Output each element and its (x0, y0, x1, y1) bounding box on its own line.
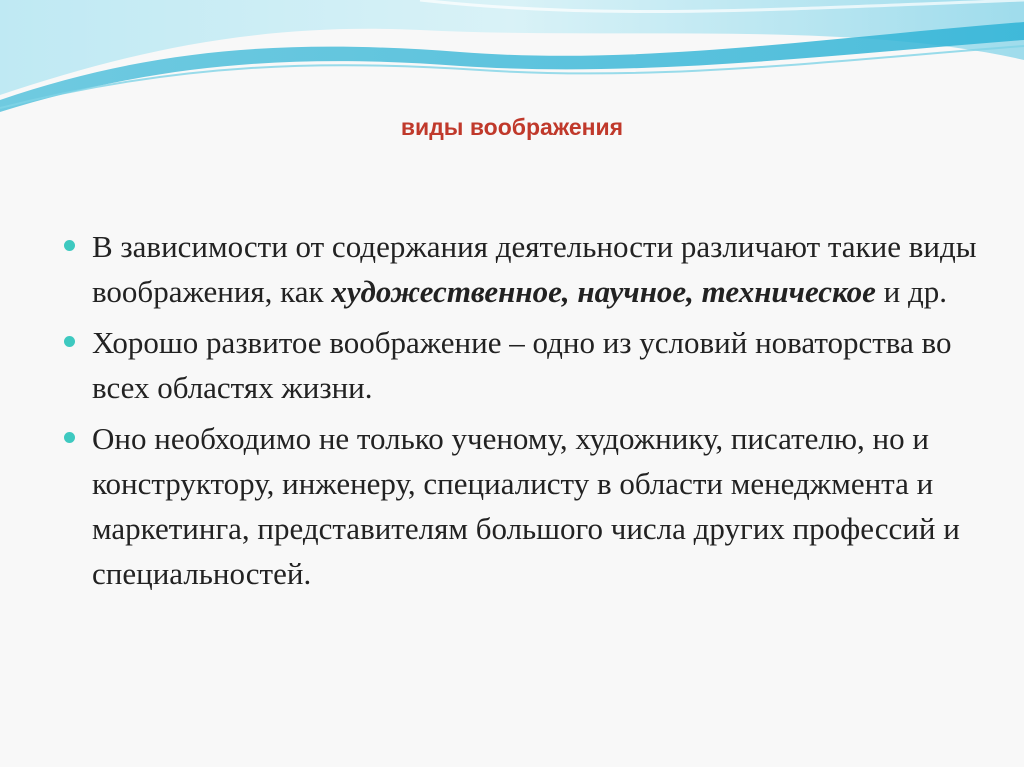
bullet-dot-icon (64, 240, 75, 251)
bullet-item (60, 224, 980, 314)
bullet-list (60, 224, 980, 602)
bullet-dot-icon (64, 432, 75, 443)
emphasis-separator: , (686, 274, 702, 309)
bullet-text: Оно необходимо не только ученому, художнику, писателю, но и конструктору, инженеру, специалисту в области менеджмента и маркетинга, представителям большого числа других профессий и специальностей. (92, 421, 960, 591)
bullet-text: Хорошо развитое воображение – одно из условий новаторства во всех областях жизни. (92, 325, 952, 405)
slide-title: виды воображения (400, 114, 624, 140)
emphasis-separator: , (561, 274, 578, 309)
bullet-text: В зависимости от содержания деятельности различают такие виды воображения, как (92, 229, 977, 309)
bullet-text: и др. (875, 274, 947, 309)
emphasis-text: научное (577, 274, 687, 309)
bullet-dot-icon (64, 336, 75, 347)
bullet-item (60, 320, 980, 410)
bullet-item (60, 416, 980, 596)
emphasis-text: техническое (701, 274, 876, 309)
header-wave-decoration (0, 0, 1024, 130)
emphasis-text: художественное (331, 274, 562, 309)
